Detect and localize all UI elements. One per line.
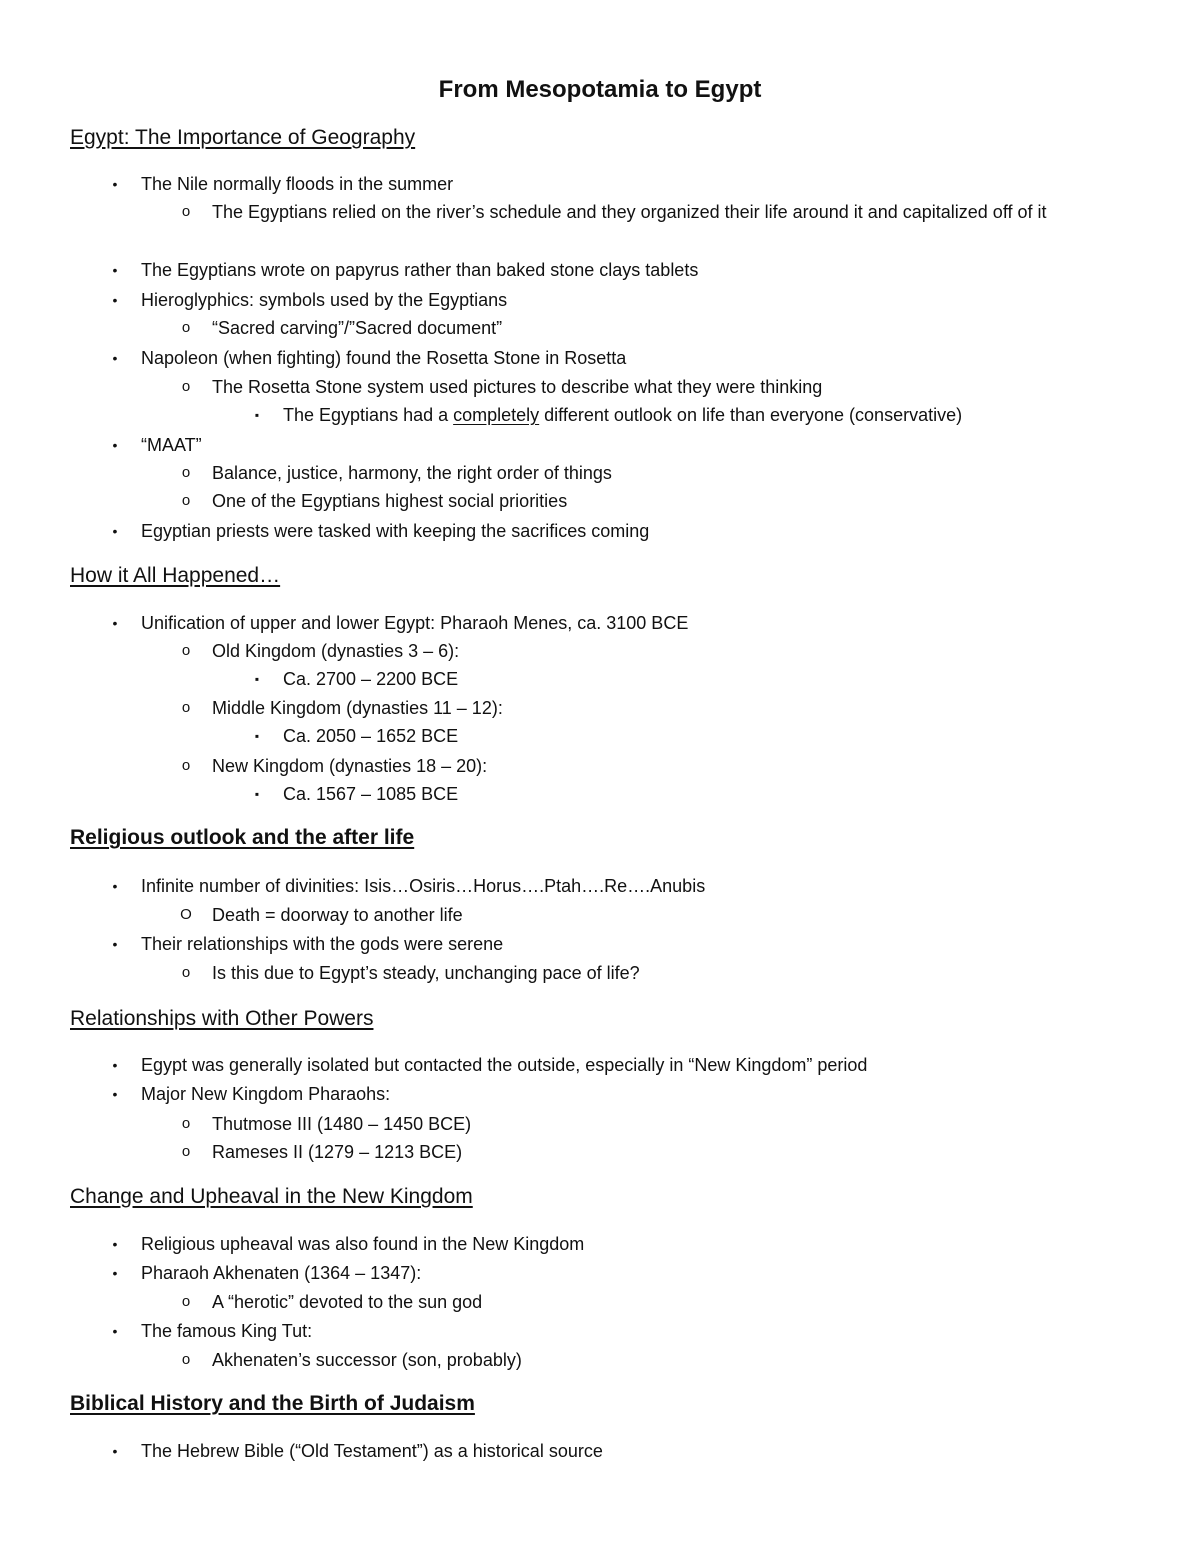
list-item: [112, 286, 508, 314]
list-item-text: The Hebrew Bible (“Old Testament”) as a historical source: [141, 1441, 603, 1461]
list-item: [254, 780, 459, 808]
list-item: [112, 256, 699, 284]
list-item-text: Is this due to Egypt’s steady, unchanging pace of life?: [212, 963, 640, 983]
list-item-text: Akhenaten’s successor (son, probably): [212, 1350, 522, 1370]
list-item-text: The famous King Tut:: [141, 1321, 313, 1341]
list-item: [254, 401, 963, 429]
bullet-marker: o: [181, 203, 191, 220]
list-item: [181, 1346, 522, 1374]
section-heading-change-upheaval: Change and Upheaval in the New Kingdom: [70, 1185, 473, 1208]
section-heading-religious-outlook: Religious outlook and the after life: [70, 826, 415, 849]
list-item: [181, 1138, 463, 1166]
bullet-marker: o: [181, 1351, 191, 1368]
bullet-marker: o: [181, 1143, 191, 1160]
list-item-text: Infinite number of divinities: Isis…Osiris…Horus….Ptah….Re….Anubis: [141, 876, 706, 896]
list-item: [254, 665, 459, 693]
list-item-text: Balance, justice, harmony, the right order of things: [212, 463, 612, 483]
bullet-marker: o: [181, 319, 191, 336]
bullet-marker: ▪: [254, 672, 260, 686]
list-item: [181, 1288, 483, 1316]
list-item-text: Hieroglyphics: symbols used by the Egyptians: [141, 290, 508, 310]
list-item: [254, 722, 459, 750]
list-item: [181, 959, 640, 987]
list-item: [181, 198, 1122, 226]
bullet-marker: •: [112, 878, 118, 894]
list-item: [112, 609, 689, 637]
section-heading-relationships: Relationships with Other Powers: [70, 1007, 374, 1030]
list-item: [181, 694, 503, 722]
bullet-marker: •: [112, 1265, 118, 1281]
list-item-text: Napoleon (when fighting) found the Rosetta Stone in Rosetta: [141, 348, 627, 368]
list-item-text: Egyptian priests were tasked with keeping the sacrifices coming: [141, 521, 650, 541]
bullet-marker: •: [112, 437, 118, 453]
bullet-marker: o: [181, 964, 191, 981]
bullet-marker: ▪: [254, 408, 260, 422]
list-item-text: Old Kingdom (dynasties 3 – 6):: [212, 641, 460, 661]
emphasized-word: completely: [453, 405, 540, 425]
list-item: [112, 344, 627, 372]
document-title: From Mesopotamia to Egypt: [438, 76, 762, 103]
bullet-marker: o: [181, 1293, 191, 1310]
bullet-marker: o: [181, 642, 191, 659]
list-item: [181, 1110, 472, 1138]
list-item: [112, 1230, 585, 1258]
list-item-text: Ca. 1567 – 1085 BCE: [283, 784, 459, 804]
bullet-marker: •: [112, 1443, 118, 1459]
list-item-text: New Kingdom (dynasties 18 – 20):: [212, 756, 488, 776]
list-item: [112, 872, 706, 900]
list-item: [181, 314, 503, 342]
list-item-text: Religious upheaval was also found in the New Kingdom: [141, 1234, 585, 1254]
list-item-text: The Egyptians wrote on papyrus rather than baked stone clays tablets: [141, 260, 699, 280]
list-item-text: “Sacred carving”/”Sacred document”: [212, 318, 503, 338]
list-item-text: Their relationships with the gods were serene: [141, 934, 504, 954]
bullet-marker: ▪: [254, 729, 260, 743]
list-item-text: Rameses II (1279 – 1213 BCE): [212, 1142, 463, 1162]
list-item: [180, 901, 463, 929]
list-item: [181, 459, 612, 487]
list-item-text: Death = doorway to another life: [212, 905, 463, 925]
list-item: [112, 930, 504, 958]
bullet-marker: •: [112, 936, 118, 952]
list-item: [181, 637, 460, 665]
bullet-marker: •: [112, 350, 118, 366]
section-heading-geography: Egypt: The Importance of Geography: [70, 126, 416, 149]
list-item: [112, 1317, 313, 1345]
bullet-marker: ▪: [254, 787, 260, 801]
list-item-text: Thutmose III (1480 – 1450 BCE): [212, 1114, 472, 1134]
section-heading-biblical-history: Biblical History and the Birth of Judaism: [70, 1392, 475, 1415]
bullet-marker: o: [181, 378, 191, 395]
list-item: [112, 431, 202, 459]
list-item: [112, 170, 454, 198]
list-item: [181, 373, 823, 401]
list-item: [112, 1080, 391, 1108]
bullet-marker: •: [112, 1086, 118, 1102]
bullet-marker: o: [181, 464, 191, 481]
bullet-marker: •: [112, 1323, 118, 1339]
list-item-text: The Nile normally floods in the summer: [141, 174, 454, 194]
bullet-marker: •: [112, 1057, 118, 1073]
bullet-marker: •: [112, 262, 118, 278]
list-item: [112, 1437, 603, 1465]
list-item: [181, 752, 488, 780]
list-item-text: Egypt was generally isolated but contacted the outside, especially in “New Kingdom” period: [141, 1055, 868, 1075]
list-item: [181, 487, 568, 515]
bullet-marker: •: [112, 523, 118, 539]
list-item-text: “MAAT”: [141, 435, 202, 455]
list-item-text: Major New Kingdom Pharaohs:: [141, 1084, 391, 1104]
bullet-marker: o: [181, 757, 191, 774]
bullet-marker: o: [181, 492, 191, 509]
list-item: [112, 1259, 422, 1287]
bullet-marker: •: [112, 615, 118, 631]
list-item-text: A “herotic” devoted to the sun god: [212, 1292, 483, 1312]
bullet-marker: O: [180, 906, 192, 923]
bullet-marker: •: [112, 292, 118, 308]
list-item-text: Middle Kingdom (dynasties 11 – 12):: [212, 698, 503, 718]
list-item-text: Ca. 2700 – 2200 BCE: [283, 669, 459, 689]
bullet-marker: •: [112, 1236, 118, 1252]
bullet-marker: o: [181, 699, 191, 716]
list-item-text: The Rosetta Stone system used pictures to describe what they were thinking: [212, 377, 823, 397]
list-item-text: Ca. 2050 – 1652 BCE: [283, 726, 459, 746]
bullet-marker: o: [181, 1115, 191, 1132]
list-item-text: The Egyptians had a completely different outlook on life than everyone (conservative): [283, 405, 963, 425]
list-item-text: Unification of upper and lower Egypt: Pharaoh Menes, ca. 3100 BCE: [141, 613, 689, 633]
list-item-text: The Egyptians relied on the river’s schedule and they organized their life around it and capitalized off of it: [212, 202, 1047, 222]
section-heading-how-it-happened: How it All Happened…: [70, 564, 281, 587]
list-item-text: Pharaoh Akhenaten (1364 – 1347):: [141, 1263, 422, 1283]
list-item: [112, 517, 650, 545]
list-item-text: One of the Egyptians highest social priorities: [212, 491, 568, 511]
bullet-marker: •: [112, 176, 118, 192]
list-item: [112, 1051, 868, 1079]
